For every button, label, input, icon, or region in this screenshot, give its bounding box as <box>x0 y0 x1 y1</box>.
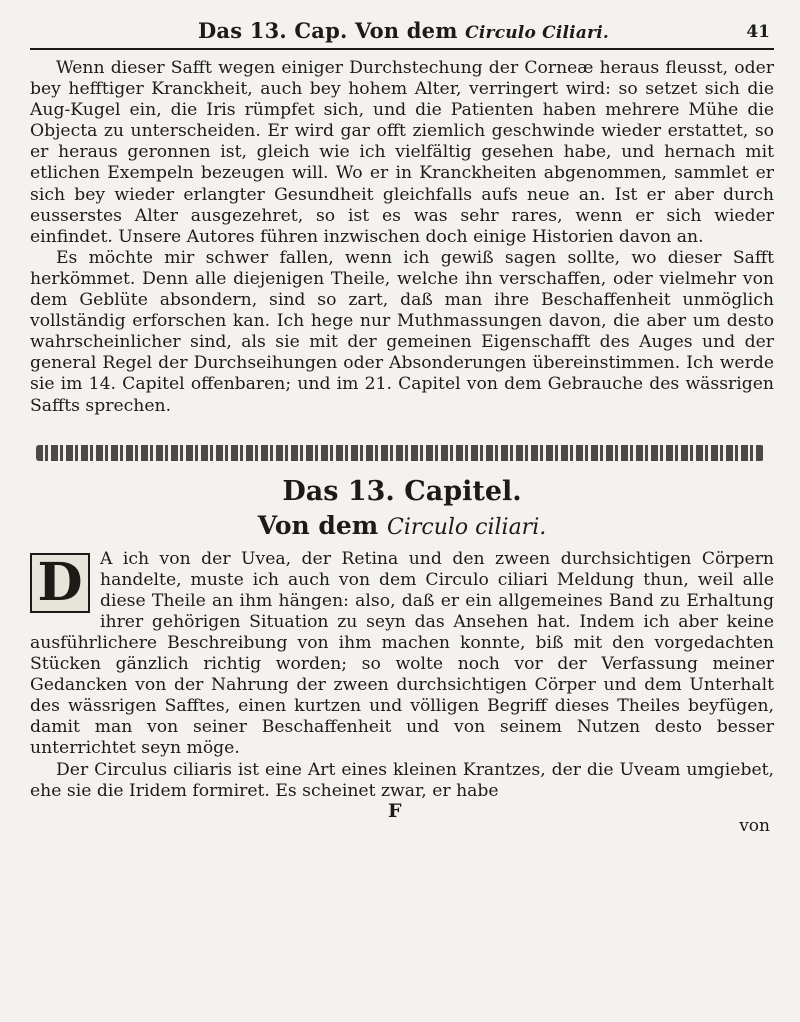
signature-mark: F <box>388 799 402 822</box>
catchword: von <box>739 815 770 836</box>
running-head-german: Das 13. Cap. Von dem <box>198 18 458 43</box>
chapter-subtitle-latin: Circulo ciliari. <box>386 514 547 540</box>
page-header <box>30 8 774 50</box>
ornamental-divider <box>36 445 764 461</box>
paragraph: Der Circulus ciliaris ist eine Art eines kleinen Krantzes, der die Uveam umgiebet, ehe sie die Iridem formiret. Es scheinet zwar, er habe <box>30 759 774 801</box>
page-footer <box>30 799 774 842</box>
drop-cap: D <box>30 553 90 613</box>
upper-text-block <box>30 58 774 417</box>
paragraph: Es möchte mir schwer fallen, wenn ich gewiß sagen sollte, wo dieser Safft herkömmet. Denn alle diejenigen Theile, welche ihn verschaffen, oder vielmehr von dem Geblüte absondern, sind so zart, daß man ihre Beschaffenheit unmöglich vollständig erforschen kan. Ich hege nur Muthmassungen davon, die aber um desto wahrscheinlicher sind, als sie mit der gemeinen Eigenschafft des Auges und der general Regel der Durchseihungen oder Absonderungen übereinstimmen. Ich werde sie im 14. Capitel offenbaren; und im 21. Capitel von dem Gebrauche des wässrigen Saffts sprechen. <box>30 247 774 416</box>
chapter-text-block <box>30 549 774 802</box>
running-head <box>198 18 609 43</box>
paragraph <box>30 549 774 760</box>
paragraph-text: A ich von der Uvea, der Retina und den zween durchsichtigen Cörpern handelte, muste ich auch von dem Circulo ciliari Meldung thun, weil alle diese Theile an ihm hängen: also, daß er ein allgemeines Band zu Erhaltung ihrer gehörigen Situation zu seyn das Ansehen hat. Indem ich aber keine ausführlichere Beschreibung von ihm machen konnte, biß mit den vorgedachten Stücken gänzlich richtig worden; so wolte noch vor der Verfassung meiner Gedancken von der Nahrung der zween durchsichtigen Cörper und dem Unterhalt des wässrigen Safftes, einen kurtzen und völligen Begriff dieses Theiles beyfügen, damit man von seiner Beschaffenheit und von seinem Nutzen desto besser unterrichtet seyn möge. <box>30 548 774 759</box>
chapter-subtitle-german: Von dem <box>257 510 379 540</box>
paragraph: Wenn dieser Safft wegen einiger Durchstechung der Corneæ heraus fleusst, oder bey hefftiger Kranckheit, auch bey hohem Alter, verringert wird: so setzet sich die Aug-Kugel ein, die Iris rümpfet sich, und die Patienten haben mehrere Mühe die Objecta zu unterscheiden. Er wird gar offt ziemlich geschwinde wieder erstattet, so er heraus geronnen ist, gleich wie ich vielfältig gesehen habe, und hernach mit etlichen Exempeln bezeugen will. Wo er in Kranckheiten abgenommen, sammlet er sich bey wieder erlangter Gesundheit gleichfalls aufs neue an. Ist er aber durch eusserstes Alter ausgezehret, so ist es was sehr rares, wenn er sich wieder einfindet. Unsere Autores führen inzwischen doch einige Historien davon an. <box>30 58 774 247</box>
running-head-latin: Circulo Ciliari. <box>465 23 609 43</box>
chapter-heading: Das 13. Capitel. <box>282 475 522 507</box>
page-number: 41 <box>746 22 770 42</box>
chapter-subtitle <box>30 509 774 545</box>
